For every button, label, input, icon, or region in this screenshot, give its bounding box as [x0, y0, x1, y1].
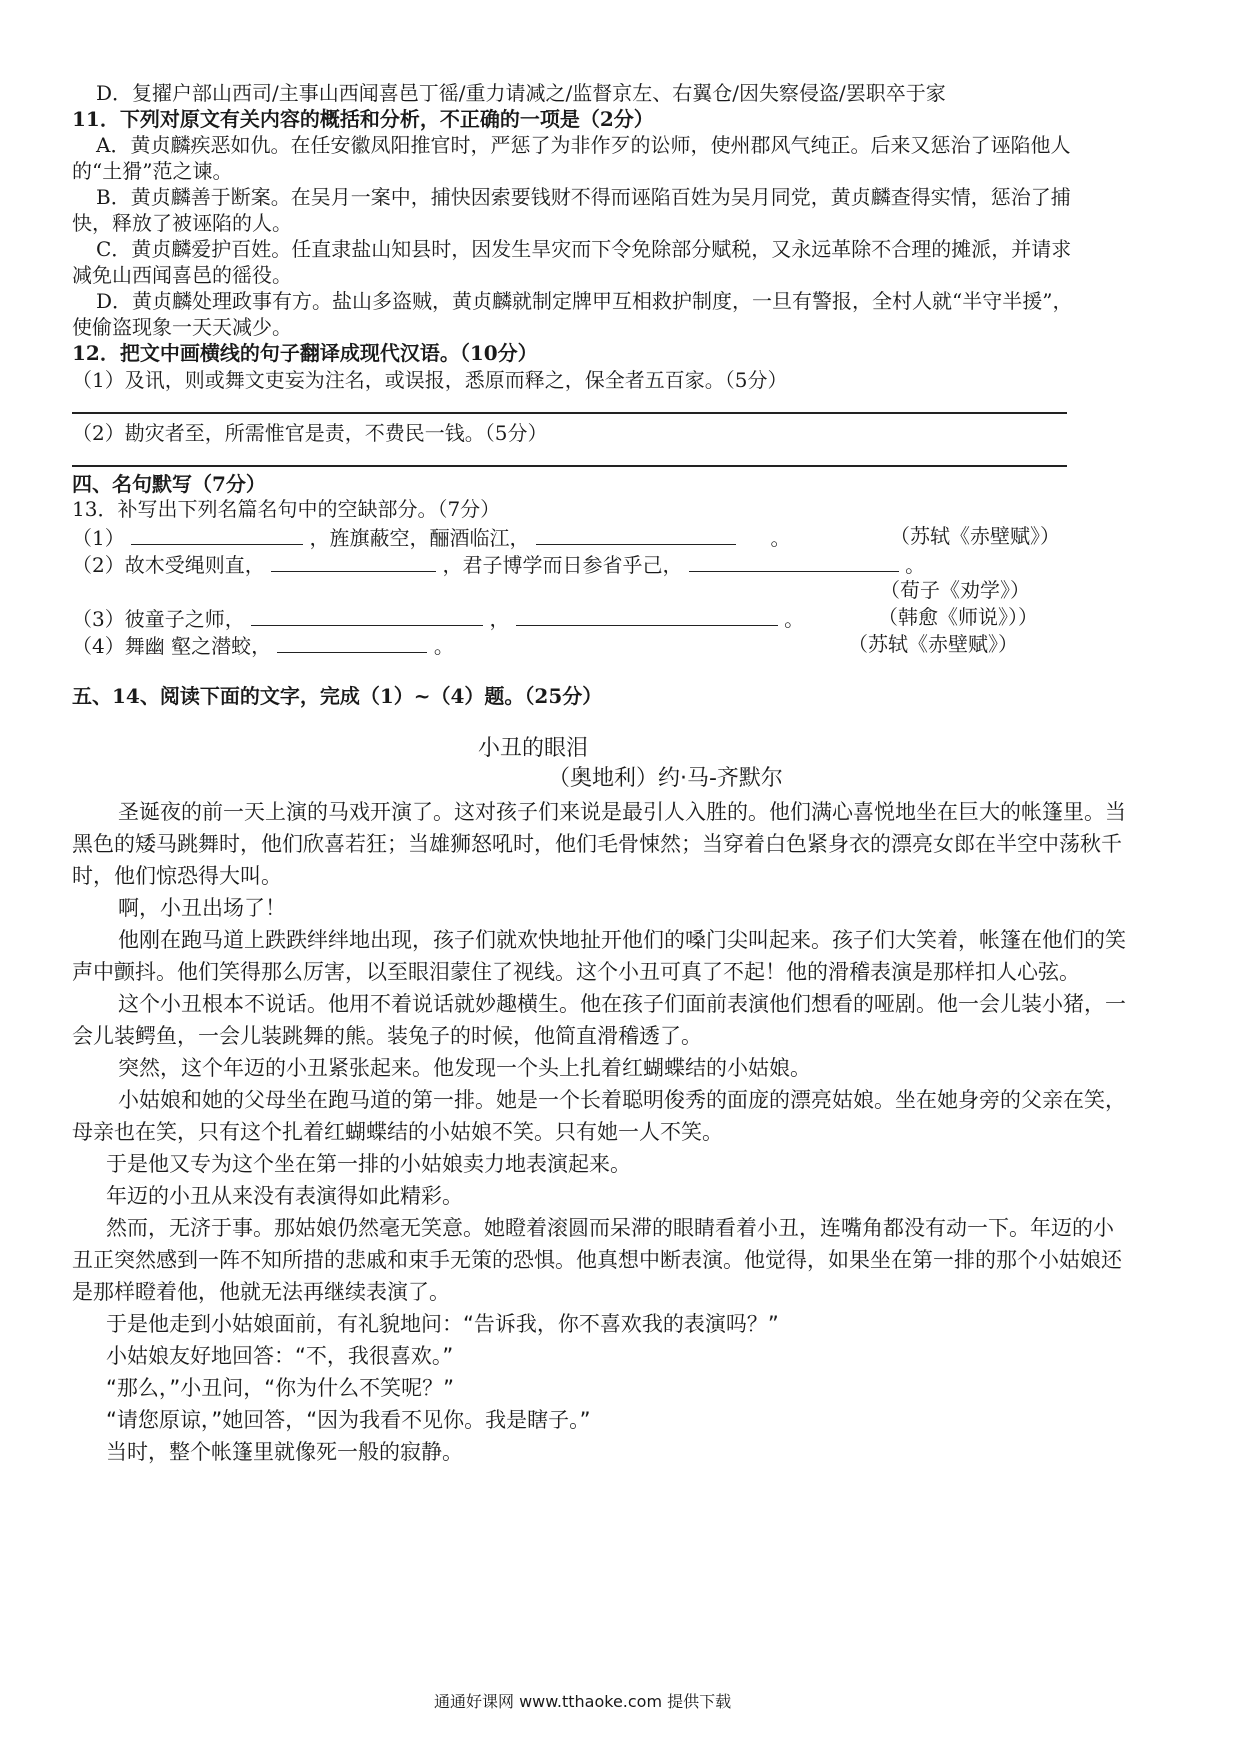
story-paragraph: 于是他走到小姑娘面前，有礼貌地问：“告诉我，你不喜欢我的表演吗？” — [106, 1312, 779, 1336]
section-4-heading: 四、名句默写（7分） — [72, 472, 266, 496]
story-paragraph: 当时，整个帐篷里就像死一般的寂静。 — [106, 1440, 463, 1464]
q13-stem: 13．补写出下列名篇名句中的空缺部分。（7分） — [72, 497, 501, 521]
recite-item-3-text: （3）彼童子之师， — [72, 607, 245, 631]
recite-item-4-text: （4）舞幽 壑之潜蛟， — [72, 634, 272, 658]
story-paragraph: 然而，无济于事。那姑娘仍然毫无笑意。她瞪着滚圆而呆滞的眼睛看着小丑，连嘴角都没有动一下。年迈的小 — [106, 1216, 1114, 1240]
recite-item-3 — [72, 603, 804, 633]
recite-item-4-end: 。 — [433, 634, 454, 658]
recite-item-1-end: 。 — [770, 526, 791, 550]
story-paragraph: 这个小丑根本不说话。他用不着说话就妙趣横生。他在孩子们面前表演他们想看的哑剧。他一会儿装小猪，一 — [118, 992, 1126, 1016]
answer-line-2 — [72, 465, 1067, 467]
q11-option-b-line2: 快，释放了被诬陷的人。 — [72, 211, 292, 235]
recite-item-3-source: （韩愈《师说》）） — [878, 605, 1038, 629]
recite-item-1-number: （1） — [72, 526, 125, 550]
fill-blank[interactable] — [271, 549, 436, 572]
fill-blank[interactable] — [689, 549, 899, 572]
story-paragraph: 于是他又专为这个坐在第一排的小姑娘卖力地表演起来。 — [106, 1152, 631, 1176]
recite-item-3-mid: ， — [489, 607, 510, 631]
story-paragraph: 丑正突然感到一阵不知所措的悲戚和束手无策的恐惧。他真想中断表演。他觉得，如果坐在第一排的那个小姑娘还 — [72, 1248, 1122, 1272]
q11-option-b-line1: B．黄贞麟善于断案。在吴月一案中，捕快因索要钱财不得而诬陷百姓为吴月同党，黄贞麟查得实情，惩治了捕 — [96, 185, 1071, 209]
recite-item-2-source: （荀子《劝学》） — [880, 578, 1030, 602]
story-paragraph: 圣诞夜的前一天上演的马戏开演了。这对孩子们来说是最引人入胜的。他们满心喜悦地坐在巨大的帐篷里。当 — [118, 800, 1126, 824]
story-paragraph: 小姑娘友好地回答：“不，我很喜欢。” — [106, 1344, 454, 1368]
q12-stem: 12．把文中画横线的句子翻译成现代汉语。（10分） — [72, 341, 538, 365]
fill-blank[interactable] — [536, 522, 736, 545]
recite-item-3-end: 。 — [784, 607, 805, 631]
story-paragraph: 小姑娘和她的父母坐在跑马道的第一排。她是一个长着聪明俊秀的面庞的漂亮姑娘。坐在她身旁的父亲在笑， — [118, 1088, 1126, 1112]
q11-option-c-line2: 减免山西闻喜邑的徭役。 — [72, 263, 292, 287]
fill-blank[interactable] — [131, 522, 303, 545]
q11-option-a-line1: A．黄贞麟疾恶如仇。在任安徽凤阳推官时，严惩了为非作歹的讼师，使州郡风气纯正。后来又惩治了诬陷他人 — [96, 133, 1071, 157]
story-paragraph: “那么，”小丑问，“你为什么不笑呢？” — [106, 1376, 455, 1400]
recite-item-4 — [72, 630, 454, 660]
story-paragraph: 啊，小丑出场了！ — [118, 896, 286, 920]
answer-line-1 — [72, 412, 1067, 414]
page-footer: 通通好课网 www.tthaoke.com 提供下载 — [434, 1692, 732, 1711]
section-5-heading: 五、14、阅读下面的文字，完成（1）~（4）题。（25分） — [72, 684, 603, 708]
q11-option-a-line2: 的“土猾”范之谏。 — [72, 159, 233, 183]
q11-option-d-line2: 使偷盗现象一天天减少。 — [72, 315, 292, 339]
recite-item-1-source: （苏轼《赤壁赋》） — [890, 524, 1060, 548]
recite-item-2-mid: ，君子博学而日参省乎己， — [442, 553, 683, 577]
story-paragraph: 时，他们惊恐得大叫。 — [72, 864, 282, 888]
fill-blank[interactable] — [251, 603, 483, 626]
story-paragraph: 黑色的矮马跳舞时，他们欣喜若狂；当雄狮怒吼时，他们毛骨悚然；当穿着白色紧身衣的漂亮女郎在半空中荡秋千 — [72, 832, 1122, 856]
story-paragraph: “请您原谅，”她回答，“因为我看不见你。我是瞎子。” — [106, 1408, 591, 1432]
q11-stem: 11．下列对原文有关内容的概括和分析，不正确的一项是（2分） — [72, 107, 654, 131]
q10-option-d: D．复擢户部山西司/主事山西闻喜邑丁徭/重力请减之/监督京左、右翼仓/因失察侵盗/罢职卒于家 — [96, 81, 946, 105]
q11-option-c-line1: C．黄贞麟爱护百姓。任直隶盐山知县时，因发生旱灾而下令免除部分赋税，又永远革除不合理的摊派，并请求 — [96, 237, 1072, 261]
story-author: （奥地利）约·马-齐默尔 — [548, 766, 783, 791]
story-paragraph: 突然，这个年迈的小丑紧张起来。他发现一个头上扎着红蝴蝶结的小姑娘。 — [118, 1056, 811, 1080]
story-title: 小丑的眼泪 — [478, 736, 589, 761]
recite-item-1-text: ，旌旗蔽空，酾酒临江， — [309, 526, 530, 550]
recite-item-2 — [72, 549, 925, 579]
q11-option-d-line1: D．黄贞麟处理政事有方。盐山多盗贼，黄贞麟就制定牌甲互相救护制度，一旦有警报，全村人就“半守半援”， — [96, 289, 1073, 313]
recite-item-2-text: （2）故木受绳则直， — [72, 553, 265, 577]
story-paragraph: 会儿装鳄鱼，一会儿装跳舞的熊。装兔子的时候，他简直滑稽透了。 — [72, 1024, 702, 1048]
story-paragraph: 母亲也在笑，只有这个扎着红蝴蝶结的小姑娘不笑。只有她一人不笑。 — [72, 1120, 723, 1144]
story-paragraph: 声中颤抖。他们笑得那么厉害，以至眼泪蒙住了视线。这个小丑可真了不起！他的滑稽表演是那样扣人心弦。 — [72, 960, 1080, 984]
story-paragraph: 年迈的小丑从来没有表演得如此精彩。 — [106, 1184, 463, 1208]
story-paragraph: 是那样瞪着他，他就无法再继续表演了。 — [72, 1280, 450, 1304]
story-paragraph: 他刚在跑马道上跌跌绊绊地出现，孩子们就欢快地扯开他们的嗓门尖叫起来。孩子们大笑着，帐篷在他们的笑 — [118, 928, 1126, 952]
fill-blank[interactable] — [277, 630, 427, 653]
q12-sentence-1: （1）及讯，则或舞文吏妄为注名，或误报，悉原而释之，保全者五百家。（5分） — [72, 368, 788, 392]
fill-blank[interactable] — [516, 603, 778, 626]
recite-item-4-source: （苏轼《赤壁赋》） — [848, 632, 1018, 656]
recite-item-1 — [72, 522, 791, 552]
q12-sentence-2: （2）勘灾者至，所需惟官是责，不费民一钱。（5分） — [72, 421, 548, 445]
recite-item-2-end: 。 — [905, 553, 926, 577]
